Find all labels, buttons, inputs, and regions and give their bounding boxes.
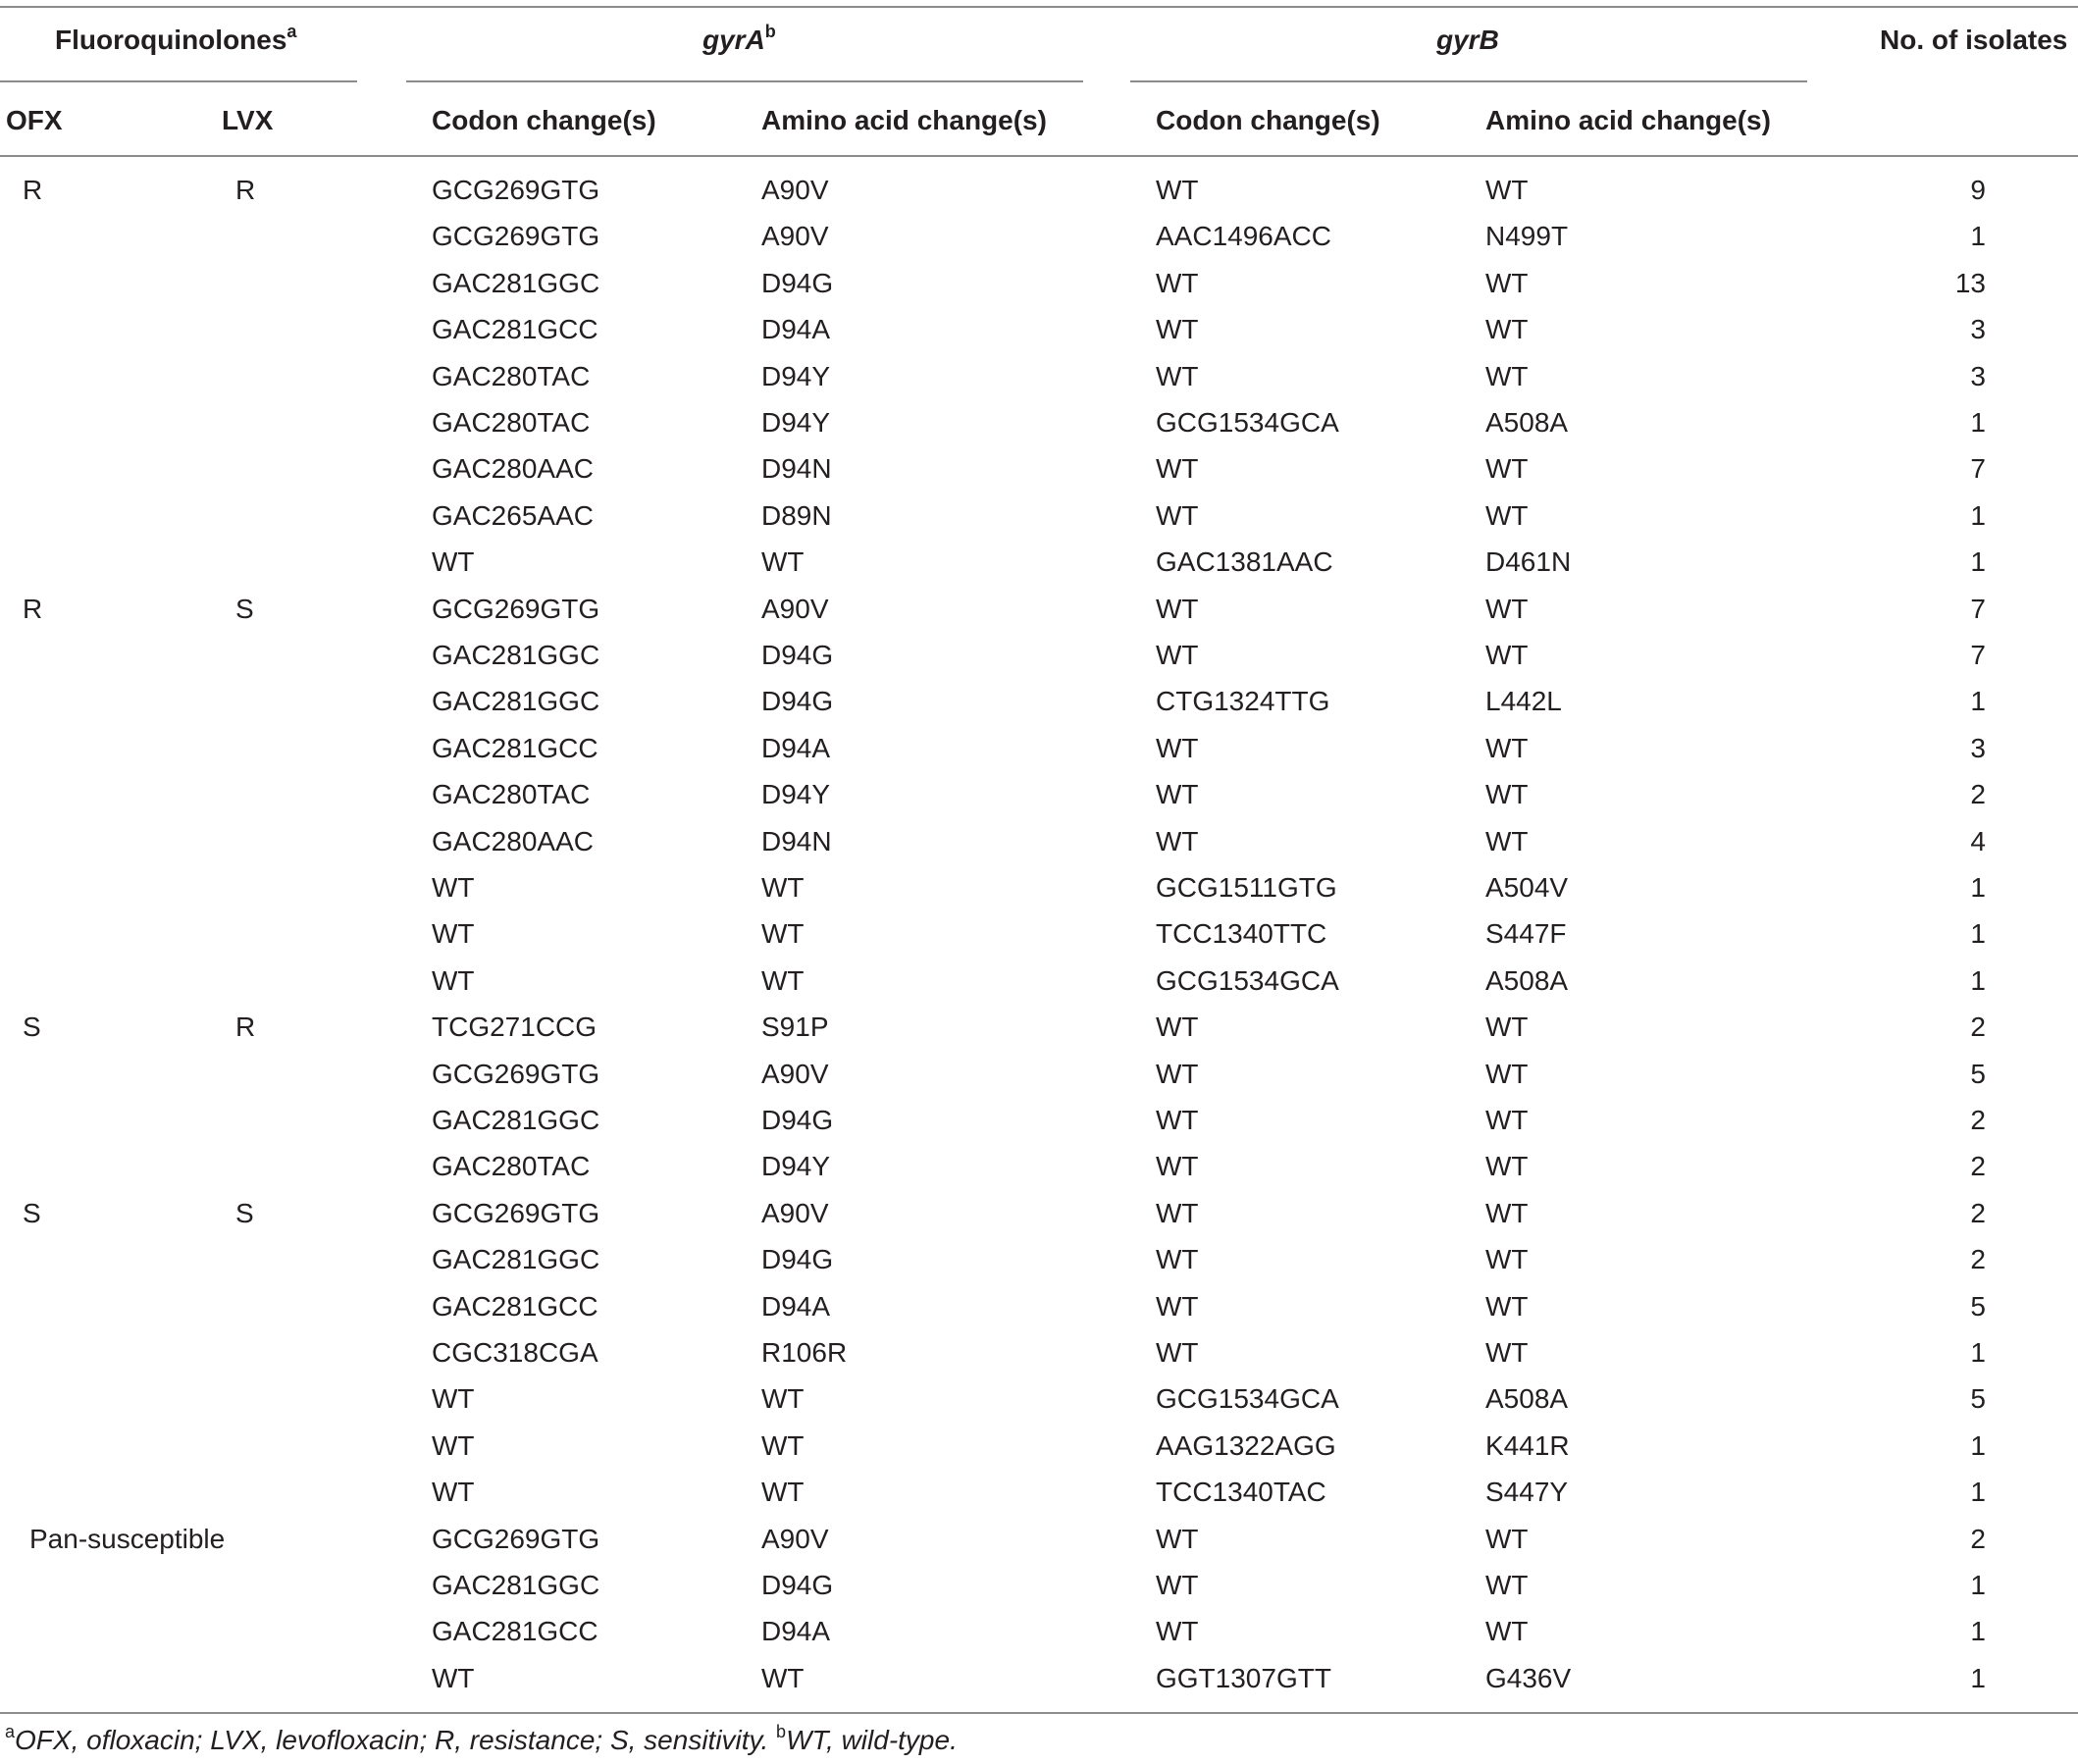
cell-gyrB-amino-acid: WT [1485, 1570, 1529, 1600]
cell-gyrA-codon: GAC280AAC [432, 453, 594, 484]
cell-no-of-isolates: 1 [1970, 1337, 1986, 1368]
cell-gyrA-amino-acid: A90V [761, 221, 829, 251]
cell-gyrA-amino-acid: D89N [761, 500, 832, 531]
cell-gyrA-codon: GAC281GCC [432, 1616, 598, 1646]
cell-gyrA-codon: GAC281GCC [432, 1291, 598, 1322]
cell-gyrA-amino-acid: WT [761, 872, 805, 903]
cell-no-of-isolates: 1 [1970, 918, 1986, 949]
cell-no-of-isolates: 7 [1970, 453, 1986, 484]
cell-gyrA-codon: GAC280AAC [432, 826, 594, 856]
cell-gyrB-amino-acid: WT [1485, 1059, 1529, 1089]
cell-gyrB-amino-acid: N499T [1485, 221, 1569, 251]
cell-gyrA-codon: CGC318CGA [432, 1337, 598, 1368]
fluoroquinolones-underline [0, 80, 357, 82]
cell-gyrA-codon: GAC280TAC [432, 779, 591, 809]
cell-no-of-isolates: 7 [1970, 640, 1986, 670]
cell-gyrA-amino-acid: A90V [761, 175, 829, 205]
cell-gyrB-codon: GCG1534GCA [1156, 1383, 1339, 1414]
cell-gyrA-codon: GAC281GGC [432, 1244, 600, 1274]
cell-gyrA-codon: GCG269GTG [432, 221, 600, 251]
cell-lvx: S [235, 594, 254, 624]
cell-gyrA-amino-acid: D94A [761, 314, 831, 344]
cell-gyrA-amino-acid: D94A [761, 733, 831, 763]
cell-gyrB-codon: WT [1156, 1151, 1199, 1181]
cell-gyrA-codon: TCG271CCG [432, 1012, 597, 1042]
cell-gyrA-amino-acid: WT [761, 1663, 805, 1693]
cell-gyrB-amino-acid: A508A [1485, 1383, 1569, 1414]
cell-no-of-isolates: 2 [1970, 1524, 1986, 1554]
cell-gyrA-codon: WT [432, 918, 475, 949]
cell-gyrA-amino-acid: WT [761, 1383, 805, 1414]
cell-gyrA-codon: WT [432, 1663, 475, 1693]
header-gyrA: gyrA$^b$ [702, 21, 776, 55]
cell-gyrA-codon: GCG269GTG [432, 1524, 600, 1554]
cell-lvx: R [235, 1012, 256, 1042]
cell-gyrA-codon: GAC281GGC [432, 686, 600, 716]
cell-gyrB-codon: WT [1156, 1059, 1199, 1089]
cell-gyrA-amino-acid: D94Y [761, 1151, 831, 1181]
cell-gyrB-amino-acid: D461N [1485, 546, 1572, 577]
cell-no-of-isolates: 2 [1970, 1012, 1986, 1042]
cell-ofx: Pan-susceptible [29, 1524, 226, 1554]
cell-gyrA-amino-acid: D94G [761, 640, 834, 670]
cell-gyrB-amino-acid: WT [1485, 453, 1529, 484]
header-gyrA-amino-acid: Amino acid change(s) [761, 105, 1047, 135]
cell-gyrB-amino-acid: WT [1485, 361, 1529, 391]
cell-gyrB-codon: WT [1156, 640, 1199, 670]
cell-gyrB-codon: AAC1496ACC [1156, 221, 1331, 251]
cell-gyrB-codon: TCC1340TTC [1156, 918, 1327, 949]
cell-gyrA-amino-acid: S91P [761, 1012, 829, 1042]
cell-gyrB-amino-acid: K441R [1485, 1430, 1570, 1461]
cell-gyrB-codon: WT [1156, 500, 1199, 531]
cell-gyrB-amino-acid: WT [1485, 314, 1529, 344]
cell-no-of-isolates: 1 [1970, 221, 1986, 251]
cell-no-of-isolates: 3 [1970, 314, 1986, 344]
cell-gyrB-amino-acid: WT [1485, 1291, 1529, 1322]
cell-gyrA-codon: GAC281GGC [432, 1570, 600, 1600]
header-gyrB-codon: Codon change(s) [1156, 105, 1380, 135]
cell-gyrB-codon: WT [1156, 361, 1199, 391]
cell-gyrB-codon: WT [1156, 733, 1199, 763]
cell-gyrB-amino-acid: WT [1485, 826, 1529, 856]
cell-no-of-isolates: 1 [1970, 1477, 1986, 1507]
table-bottom-rule [0, 1712, 2078, 1714]
cell-gyrB-codon: WT [1156, 1291, 1199, 1322]
cell-gyrB-amino-acid: WT [1485, 268, 1529, 298]
cell-gyrB-codon: WT [1156, 453, 1199, 484]
cell-gyrB-amino-acid: G436V [1485, 1663, 1572, 1693]
header-gyrB: gyrB [1436, 25, 1499, 55]
cell-no-of-isolates: 1 [1970, 965, 1986, 996]
cell-no-of-isolates: 2 [1970, 1151, 1986, 1181]
cell-gyrA-amino-acid: WT [761, 1430, 805, 1461]
header-lvx: LVX [222, 105, 274, 135]
cell-gyrA-codon: GAC281GCC [432, 314, 598, 344]
cell-gyrB-codon: GCG1534GCA [1156, 965, 1339, 996]
cell-gyrA-amino-acid: D94Y [761, 779, 831, 809]
cell-gyrB-amino-acid: WT [1485, 640, 1529, 670]
cell-gyrB-amino-acid: A508A [1485, 965, 1569, 996]
cell-gyrA-codon: GAC281GCC [432, 733, 598, 763]
cell-ofx: R [23, 175, 43, 205]
cell-no-of-isolates: 1 [1970, 500, 1986, 531]
cell-ofx: S [23, 1198, 41, 1228]
cell-gyrB-amino-acid: A504V [1485, 872, 1569, 903]
cell-gyrB-codon: WT [1156, 779, 1199, 809]
cell-gyrA-codon: GCG269GTG [432, 594, 600, 624]
cell-gyrA-codon: GCG269GTG [432, 1198, 600, 1228]
cell-gyrB-amino-acid: WT [1485, 1244, 1529, 1274]
cell-gyrA-amino-acid: D94Y [761, 361, 831, 391]
cell-gyrA-codon: WT [432, 872, 475, 903]
cell-gyrA-codon: WT [432, 1383, 475, 1414]
cell-no-of-isolates: 4 [1970, 826, 1986, 856]
cell-gyrA-amino-acid: D94G [761, 1244, 834, 1274]
cell-gyrB-amino-acid: S447Y [1485, 1477, 1569, 1507]
header-gyrA-codon: Codon change(s) [432, 105, 656, 135]
cell-lvx: S [235, 1198, 254, 1228]
cell-gyrA-codon: GCG269GTG [432, 1059, 600, 1089]
cell-gyrB-codon: GCG1511GTG [1156, 872, 1337, 903]
cell-gyrA-amino-acid: WT [761, 546, 805, 577]
cell-no-of-isolates: 1 [1970, 1570, 1986, 1600]
header-ofx: OFX [6, 105, 63, 135]
cell-gyrB-amino-acid: WT [1485, 779, 1529, 809]
cell-gyrB-codon: TCC1340TAC [1156, 1477, 1326, 1507]
cell-gyrA-codon: WT [432, 1477, 475, 1507]
cell-no-of-isolates: 1 [1970, 1430, 1986, 1461]
header-bottom-rule [0, 155, 2078, 157]
cell-gyrA-amino-acid: A90V [761, 1524, 829, 1554]
cell-gyrB-amino-acid: WT [1485, 1337, 1529, 1368]
cell-no-of-isolates: 1 [1970, 407, 1986, 438]
cell-gyrB-codon: GGT1307GTT [1156, 1663, 1331, 1693]
cell-no-of-isolates: 1 [1970, 686, 1986, 716]
gyrB-underline [1130, 80, 1807, 82]
cell-gyrA-amino-acid: D94N [761, 453, 832, 484]
cell-gyrB-amino-acid: WT [1485, 1198, 1529, 1228]
cell-gyrA-amino-acid: D94G [761, 1570, 834, 1600]
cell-no-of-isolates: 1 [1970, 872, 1986, 903]
cell-gyrB-amino-acid: WT [1485, 1012, 1529, 1042]
cell-gyrB-amino-acid: WT [1485, 594, 1529, 624]
cell-gyrA-codon: WT [432, 1430, 475, 1461]
cell-no-of-isolates: 2 [1970, 1244, 1986, 1274]
cell-gyrB-codon: WT [1156, 268, 1199, 298]
cell-gyrA-codon: GAC280TAC [432, 407, 591, 438]
cell-gyrB-codon: WT [1156, 314, 1199, 344]
cell-gyrB-amino-acid: WT [1485, 1524, 1529, 1554]
cell-no-of-isolates: 5 [1970, 1291, 1986, 1322]
cell-no-of-isolates: 7 [1970, 594, 1986, 624]
cell-lvx: R [235, 175, 256, 205]
cell-gyrB-codon: WT [1156, 1244, 1199, 1274]
cell-gyrA-codon: GCG269GTG [432, 175, 600, 205]
cell-gyrA-codon: GAC280TAC [432, 361, 591, 391]
cell-no-of-isolates: 2 [1970, 1105, 1986, 1135]
cell-gyrA-amino-acid: A90V [761, 594, 829, 624]
cell-gyrA-codon: GAC265AAC [432, 500, 594, 531]
cell-gyrA-amino-acid: D94G [761, 1105, 834, 1135]
cell-gyrB-amino-acid: A508A [1485, 407, 1569, 438]
cell-gyrB-codon: GAC1381AAC [1156, 546, 1333, 577]
cell-gyrB-amino-acid: L442L [1485, 686, 1562, 716]
cell-gyrB-codon: CTG1324TTG [1156, 686, 1330, 716]
cell-gyrA-amino-acid: D94A [761, 1291, 831, 1322]
cell-gyrB-amino-acid: WT [1485, 1151, 1529, 1181]
cell-gyrB-amino-acid: WT [1485, 1105, 1529, 1135]
cell-gyrA-amino-acid: WT [761, 1477, 805, 1507]
cell-gyrA-amino-acid: WT [761, 918, 805, 949]
cell-gyrB-codon: WT [1156, 826, 1199, 856]
header-fluoroquinolones: Fluoroquinolones$^a$ [55, 21, 297, 55]
cell-no-of-isolates: 13 [1954, 268, 1986, 298]
cell-gyrA-codon: WT [432, 965, 475, 996]
cell-no-of-isolates: 1 [1970, 546, 1986, 577]
cell-gyrB-amino-acid: S447F [1485, 918, 1567, 949]
cell-no-of-isolates: 5 [1970, 1059, 1986, 1089]
cell-gyrA-amino-acid: WT [761, 965, 805, 996]
cell-gyrB-codon: WT [1156, 1337, 1199, 1368]
cell-gyrA-amino-acid: A90V [761, 1059, 829, 1089]
cell-gyrA-codon: WT [432, 546, 475, 577]
cell-no-of-isolates: 2 [1970, 779, 1986, 809]
cell-gyrA-amino-acid: D94G [761, 268, 834, 298]
cell-gyrB-codon: GCG1534GCA [1156, 407, 1339, 438]
cell-gyrB-amino-acid: WT [1485, 500, 1529, 531]
cell-gyrA-amino-acid: R106R [761, 1337, 848, 1368]
cell-no-of-isolates: 5 [1970, 1383, 1986, 1414]
cell-gyrA-codon: GAC281GGC [432, 268, 600, 298]
cell-gyrB-codon: WT [1156, 1570, 1199, 1600]
cell-ofx: R [23, 594, 43, 624]
cell-gyrA-codon: GAC280TAC [432, 1151, 591, 1181]
cell-no-of-isolates: 3 [1970, 361, 1986, 391]
cell-gyrA-amino-acid: D94Y [761, 407, 831, 438]
cell-gyrB-codon: WT [1156, 175, 1199, 205]
cell-gyrA-amino-acid: D94N [761, 826, 832, 856]
cell-gyrB-codon: WT [1156, 1198, 1199, 1228]
gyrA-underline [406, 80, 1083, 82]
cell-gyrB-codon: WT [1156, 1012, 1199, 1042]
cell-ofx: S [23, 1012, 41, 1042]
cell-gyrB-codon: WT [1156, 1524, 1199, 1554]
cell-gyrB-amino-acid: WT [1485, 1616, 1529, 1646]
header-no-of-isolates: No. of isolates [1880, 25, 2068, 55]
cell-no-of-isolates: 2 [1970, 1198, 1986, 1228]
cell-no-of-isolates: 3 [1970, 733, 1986, 763]
header-gyrB-amino-acid: Amino acid change(s) [1485, 105, 1771, 135]
cell-gyrA-codon: GAC281GGC [432, 640, 600, 670]
cell-gyrA-amino-acid: A90V [761, 1198, 829, 1228]
cell-gyrA-amino-acid: D94A [761, 1616, 831, 1646]
cell-no-of-isolates: 9 [1970, 175, 1986, 205]
cell-no-of-isolates: 1 [1970, 1663, 1986, 1693]
cell-no-of-isolates: 1 [1970, 1616, 1986, 1646]
top-rule [0, 6, 2078, 8]
cell-gyrB-codon: WT [1156, 1105, 1199, 1135]
cell-gyrB-codon: AAG1322AGG [1156, 1430, 1336, 1461]
cell-gyrB-codon: WT [1156, 594, 1199, 624]
cell-gyrA-amino-acid: D94G [761, 686, 834, 716]
cell-gyrA-codon: GAC281GGC [432, 1105, 600, 1135]
cell-gyrB-amino-acid: WT [1485, 175, 1529, 205]
cell-gyrB-amino-acid: WT [1485, 733, 1529, 763]
cell-gyrB-codon: WT [1156, 1616, 1199, 1646]
table-footnote: $^a$OFX, ofloxacin; LVX, levofloxacin; R, resistance; S, sensitivity. $^b$WT, wild-type. [5, 1721, 958, 1755]
